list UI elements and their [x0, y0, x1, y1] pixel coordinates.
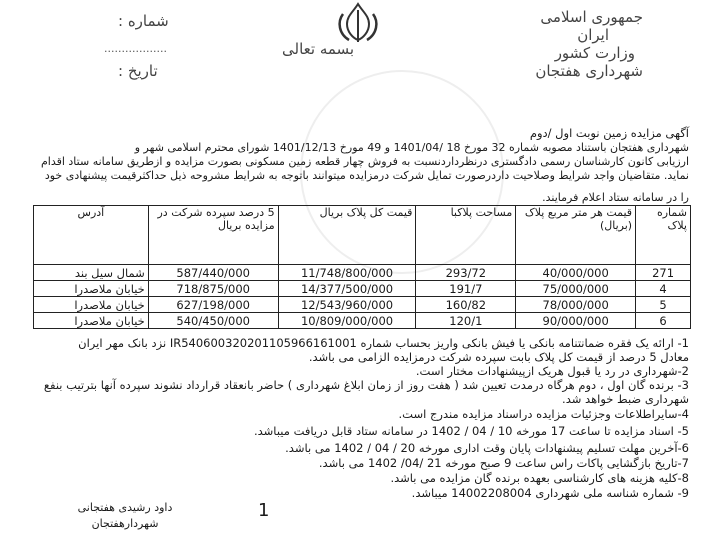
condition-6: 6-آخرین مهلت تسلیم پیشنهادات پایان وقت اداری مورخه 20 / 04 / 1402 می باشد.	[285, 441, 689, 455]
notice-title: آگهی مزایده زمین نوبت اول /دوم	[529, 126, 689, 140]
cell-unit-price: 40/000/000	[516, 265, 636, 281]
table-row	[34, 265, 691, 281]
condition-8: 8-کلیه هزینه های کارشناسی بعهده برنده گان مزایده می باشد.	[390, 471, 689, 485]
cell-address: خیابان ملاصدرا	[34, 281, 149, 297]
cell-deposit: 627/198/000	[148, 297, 278, 313]
cell-plate: 6	[636, 313, 691, 329]
org-line-4: شهرداری هفتجان	[535, 62, 643, 80]
number-label: شماره :	[118, 12, 169, 30]
number-dots: ..................	[104, 42, 167, 55]
condition-3-cont: شهرداری ضبط خواهد شد.	[562, 392, 689, 406]
col-header-area: مساحت پلاکبا	[416, 206, 516, 265]
org-line-3: وزارت کشور	[554, 44, 635, 62]
table-header-row	[34, 206, 691, 265]
col-header-unit-price: قیمت هر متر مربع پلاک (بریال)	[516, 206, 636, 265]
cell-plate: 271	[636, 265, 691, 281]
condition-1: 1- ارائه یک فقره ضمانتنامه بانکی یا فیش بانکی واریز بحساب شماره IR540600320201105966161001 نزد بانک مهر ایران	[78, 336, 689, 350]
condition-2: 2-شهرداری در رد یا قبول هریک ازپیشنهادات مختار است.	[415, 364, 689, 378]
cell-address: شمال سیل بند	[34, 265, 149, 281]
signature-mark: 1	[258, 500, 270, 521]
condition-5: 5- اسناد مزایده تا ساعت 17 مورخه 10 / 04 / 1402 در سامانه ستاد قابل دریافت میباشد.	[253, 424, 689, 438]
table-row	[34, 297, 691, 313]
signatory-name: داود رشیدی هفتجانی	[77, 501, 173, 514]
cell-deposit: 587/440/000	[148, 265, 278, 281]
cell-plate: 5	[636, 297, 691, 313]
condition-4: 4-سایراطلاعات وجزئیات مزایده دراسناد مزایده مندرج است.	[398, 407, 689, 421]
table-row	[34, 281, 691, 297]
org-line-2: ایران	[577, 26, 609, 44]
col-header-total-price: قیمت کل پلاک بریال	[278, 206, 416, 265]
cell-area: 191/7	[416, 281, 516, 297]
basmala-title: بسمه تعالی	[282, 40, 355, 58]
cell-total-price: 10/809/000/000	[278, 313, 416, 329]
cell-area: 120/1	[416, 313, 516, 329]
cell-total-price: 14/377/500/000	[278, 281, 416, 297]
notice-line-4: را در سامانه ستاد اعلام فرمایند.	[542, 191, 689, 204]
emblem-icon	[333, 2, 383, 44]
table-row	[34, 313, 691, 329]
condition-3: 3- برنده گان اول ، دوم هرگاه درمدت تعیین شد ( هفت روز از زمان ابلاغ شهرداری ) حاضر بانعقاد قرارداد نشوند سپرده آنها بترتیب بنفع	[43, 378, 689, 392]
cell-area: 160/82	[416, 297, 516, 313]
notice-line-2: ارزیابی کانون کارشناسان رسمی دادگستری درنظرداردنسبت به فروش چهار قطعه زمین مسکونی بصورت مزایده و ازطریق سامانه ستاد اقدام	[40, 155, 689, 168]
date-label: تاریخ :	[118, 62, 158, 80]
cell-plate: 4	[636, 281, 691, 297]
cell-deposit: 540/450/000	[148, 313, 278, 329]
cell-area: 293/72	[416, 265, 516, 281]
col-header-deposit: 5 درصد سپرده شرکت در مزایده بریال	[148, 206, 278, 265]
condition-9: 9- شماره شناسه ملی شهرداری 14002208004 میباشد.	[411, 486, 689, 500]
cell-unit-price: 78/000/000	[516, 297, 636, 313]
condition-7: 7-تاریخ بازگشایی پاکات راس ساعت 9 صبح مورخه 21 /04/ 1402 می باشد.	[318, 456, 689, 470]
org-line-1: جمهوری اسلامی	[540, 8, 643, 26]
col-header-address: آدرس	[34, 206, 149, 265]
col-header-plate: شماره پلاک	[636, 206, 691, 265]
condition-1-cont: معادل 5 درصد از قیمت کل پلاک بابت سپرده شرکت درمزایده الزامی می باشد.	[308, 350, 689, 364]
cell-deposit: 718/875/000	[148, 281, 278, 297]
notice-line-3: نماید. متقاضیان واجد شرایط وصلاحیت داردرصورت تمایل شرکت درمزایده میتوانند باتوجه به شرایط مشروحه ذیل حداکثرقیمت پیشنهادی خود	[44, 169, 689, 182]
cell-unit-price: 90/000/000	[516, 313, 636, 329]
cell-address: خیابان ملاصدرا	[34, 313, 149, 329]
cell-unit-price: 75/000/000	[516, 281, 636, 297]
signatory-title: شهردارهفتجان	[91, 517, 159, 530]
cell-total-price: 11/748/800/000	[278, 265, 416, 281]
cell-address: خیابان ملاصدرا	[34, 297, 149, 313]
auction-table	[33, 205, 691, 329]
cell-total-price: 12/543/960/000	[278, 297, 416, 313]
notice-line-1: شهرداری هفتجان باستناد مصوبه شماره 32 مورخ 18 /1401/04 و 49 مورخ 1401/12/13 شورای محترم اسلامی شهر و	[134, 141, 689, 154]
